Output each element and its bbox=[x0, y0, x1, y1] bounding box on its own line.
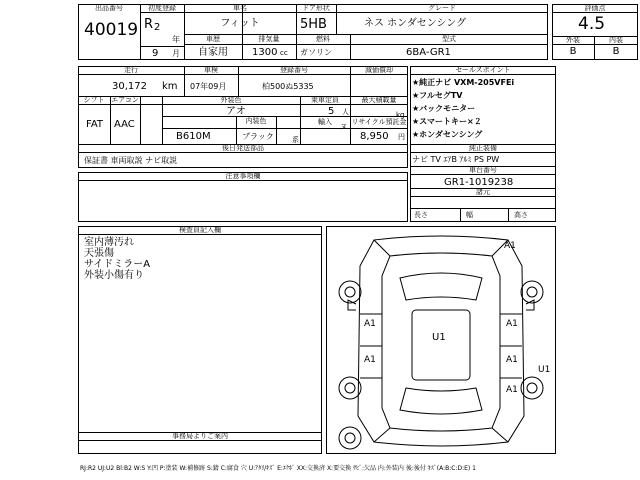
sales-points-label: セールスポイント bbox=[455, 66, 511, 74]
use: 自家用 bbox=[198, 47, 228, 58]
door-type: 5HB bbox=[300, 17, 327, 32]
attention-label: 注意事項欄 bbox=[225, 172, 261, 180]
year-unit: 年 bbox=[172, 35, 180, 44]
mileage-label: 走行 bbox=[124, 66, 138, 74]
damage-mark: A1 bbox=[364, 355, 376, 365]
damage-mark: A1 bbox=[506, 355, 518, 365]
scribble-mark: ヌ bbox=[340, 123, 347, 131]
shift-label: シフト bbox=[83, 96, 105, 104]
inspection-label: 車検 bbox=[204, 66, 218, 74]
shift: FAT bbox=[86, 119, 104, 130]
interior-color: ブラック bbox=[242, 132, 274, 141]
damage-mark: A1 bbox=[506, 385, 518, 395]
car-name: フィット bbox=[220, 18, 260, 29]
inspection: 07年09月 bbox=[190, 82, 227, 91]
load-unit: kg bbox=[396, 111, 405, 119]
grade-label: グレード bbox=[428, 4, 456, 12]
equipment: ナビ TV ｴｱB ｱﾙﾐ PS PW bbox=[412, 155, 500, 164]
front-windshield bbox=[400, 273, 482, 300]
sales-point: ★純正ナビ VXM-205VFEi bbox=[412, 78, 515, 87]
first-reg-label: 初度登録 bbox=[148, 4, 176, 12]
damage-mark: A1 bbox=[506, 319, 518, 329]
import-label: 輸入 bbox=[318, 118, 332, 126]
chassis-number: GR1-1019238 bbox=[444, 177, 514, 188]
interior-color-label: 内装色 bbox=[245, 117, 267, 125]
mileage: 30,172 bbox=[112, 81, 147, 92]
inspector-note: 天張傷 bbox=[84, 248, 114, 259]
cc-label: 排気量 bbox=[258, 35, 280, 43]
displacement: 1300 bbox=[252, 47, 278, 58]
mileage-unit: km bbox=[162, 81, 178, 92]
lot-label: 出品番号 bbox=[95, 4, 123, 12]
model-label: 型式 bbox=[442, 35, 456, 43]
cc-unit: cc bbox=[280, 49, 288, 57]
exterior-label: 外装 bbox=[566, 36, 580, 44]
height-label: 高さ bbox=[514, 211, 528, 219]
recycle-unit: 円 bbox=[398, 133, 405, 141]
grade: ネス ホンダセンシング bbox=[364, 18, 467, 29]
color-code: B610M bbox=[176, 131, 211, 142]
equipment-label: 純正装備 bbox=[469, 144, 497, 152]
chassis-label: 車台番号 bbox=[469, 166, 497, 174]
depreciation-label: 減価償却 bbox=[365, 66, 393, 74]
fuel-label: 燃料 bbox=[316, 35, 330, 43]
damage-mark: A1 bbox=[364, 319, 376, 329]
dimensions-label: 諸元 bbox=[476, 188, 490, 196]
plate-label: 登録番号 bbox=[280, 66, 308, 74]
lot-number: 40019 bbox=[84, 20, 139, 40]
width-label: 幅 bbox=[466, 211, 473, 219]
fuel: ガソリン bbox=[300, 48, 332, 57]
wheel-front-left bbox=[339, 281, 361, 303]
inspector-note: サイドミラーA bbox=[84, 259, 151, 270]
sales-point: ★スマートキー×２ bbox=[412, 117, 482, 126]
inspector-label: 検査員記入欄 bbox=[179, 226, 221, 234]
reg-month: 9 bbox=[152, 48, 159, 59]
roof-panel bbox=[412, 310, 470, 380]
damage-mark: A1 bbox=[504, 241, 516, 251]
interior-label: 内装 bbox=[609, 36, 623, 44]
sales-point: ★ホンダセンシング bbox=[412, 130, 483, 139]
wheel-front-right bbox=[521, 281, 543, 303]
era: R bbox=[144, 17, 154, 32]
inspector-note: 外装小傷有り bbox=[84, 270, 144, 281]
wheel-rear-left bbox=[339, 377, 361, 399]
car-diagram bbox=[326, 226, 556, 454]
use-label: 車歴 bbox=[206, 35, 220, 43]
score-label: 評価点 bbox=[584, 4, 606, 12]
ac-label: エアコン bbox=[111, 96, 139, 104]
docs-label: 後日発送部品 bbox=[222, 144, 264, 152]
type-label: 系 bbox=[292, 136, 299, 144]
recycle-fee: 8,950 bbox=[360, 131, 389, 142]
damage-mark: U1 bbox=[538, 365, 551, 375]
wheel-rear-right bbox=[521, 377, 543, 399]
air-conditioner: AAC bbox=[114, 119, 135, 130]
reg-year: 2 bbox=[154, 22, 161, 33]
inspector-note: 室内薄汚れ bbox=[84, 237, 134, 248]
rear-windshield bbox=[400, 388, 482, 414]
capacity-unit: 人 bbox=[342, 108, 349, 116]
car-name-label: 車名 bbox=[233, 4, 247, 12]
sales-point: ★バックモニター bbox=[412, 104, 476, 113]
door-label: ドア形状 bbox=[302, 4, 330, 12]
office-label: 事務局よりご案内 bbox=[172, 432, 228, 440]
sales-point: ★フルセグTV bbox=[412, 91, 463, 100]
month-unit: 月 bbox=[172, 49, 180, 58]
documents: 保証書 車両取説 ナビ取説 bbox=[84, 156, 178, 165]
exterior-grade: B bbox=[569, 46, 577, 57]
model-code: 6BA-GR1 bbox=[406, 47, 451, 58]
interior-grade: B bbox=[612, 46, 620, 57]
capacity-label: 乗車定員 bbox=[311, 96, 339, 104]
color-label: 外装色 bbox=[220, 96, 242, 104]
exterior-color: アオ bbox=[226, 106, 246, 117]
recycle-label: リサイクル預託金 bbox=[351, 118, 407, 126]
spare-wheel bbox=[339, 427, 361, 449]
overall-score: 4.5 bbox=[578, 14, 606, 34]
damage-mark: U1 bbox=[432, 332, 446, 343]
legend-footer: RJ:R2 UJ:U2 Bl:B2 W:S Y:凹 P:塗装 W:補修跡 S:錆 C:腐食 穴 U:ｱﾀﾘ/ｷｽﾞ E:ｴｸﾎﾞ XX:交換済 X:要交換 ｻﾋﾞ:欠品 内:外装内 後:後付 ｷｽﾞ(A:B:C:D:E) 1 bbox=[80, 465, 476, 472]
load-label: 最大積載量 bbox=[361, 96, 397, 104]
capacity: 5 bbox=[328, 106, 335, 117]
length-label: 長さ bbox=[414, 211, 428, 219]
plate-number: 柏500ぬ5335 bbox=[262, 82, 314, 91]
